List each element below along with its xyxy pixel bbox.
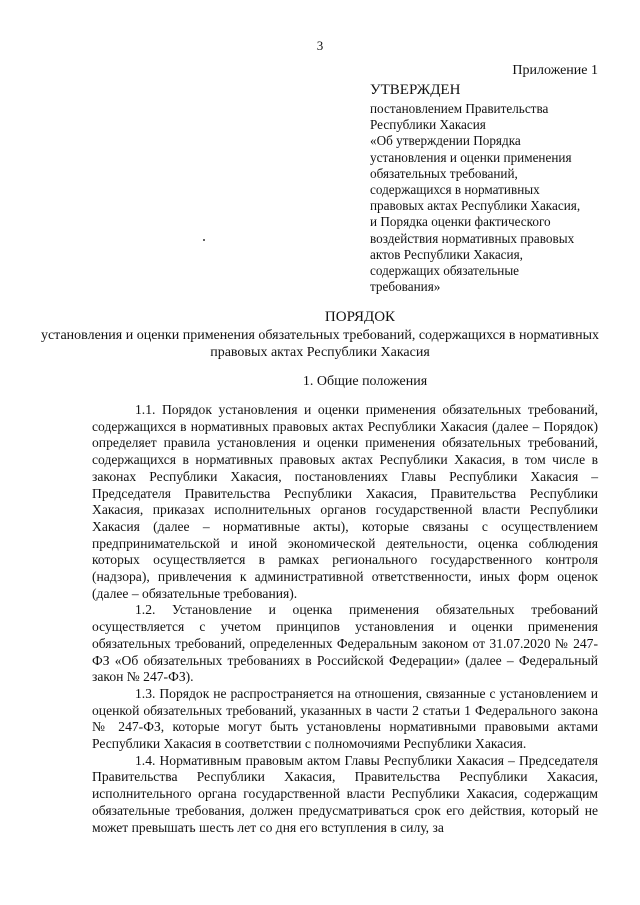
approval-line: обязательных требований, [370,165,518,181]
approval-line: Республики Хакасия [370,117,486,133]
page-number: 3 [316,38,324,53]
document-body [92,402,598,836]
approval-line: содержащихся в нормативных [370,182,540,198]
paragraph-1-3: 1.3. Порядок не распространяется на отношения, связанные с установлением и оценкой обязательных требований, указанных в части 2 статьи 1 Федерального закона № 247-ФЗ, которые могут быть установлены нормативными правовыми актами Республики Хакасия в соответствии с полномочиями Республики Хакасия. [92,685,598,752]
paragraph-1-1: 1.1. Порядок установления и оценки применения обязательных требований, содержащихся в нормативных правовых актах Республики Хакасия (далее – Порядок) определяет правила установления и оценки применения обязательных требований, содержащихся в нормативных правовых актах Республики Хакасия, в том числе в законах Республики Хакасия, постановлениях Главы Республики Хакасия – Председателя Правительства Республики Хакасия, Правительства Республики Хакасия, приказах исполнительных органов государственной власти Республики Хакасия (далее – нормативные акты), которые связаны с осуществлением предпринимательской и иной экономической деятельности, оценка соблюдения которых осуществляется в рамках регионального государственного контроля (надзора), привлечения к административной ответственности, иных форм оценок (далее – обязательные требования). [92,402,598,601]
approval-line: установления и оценки применения [370,149,572,165]
approval-line: правовых актах Республики Хакасия, [370,198,581,214]
scan-speck [203,239,205,241]
approval-line: постановлением Правительства [370,101,549,116]
approval-line: актов Республики Хакасия, [370,246,523,262]
approval-line: воздействия нормативных правовых [370,230,575,246]
document-title: ПОРЯДОК [324,309,396,325]
approval-block [370,81,610,295]
paragraph-1-2: 1.2. Установление и оценка применения обязательных требований осуществляется с учетом принципов установления и оценки применения обязательных требований, определенных Федеральным законом от 31.07.2020 № 247-ФЗ «Об обязательных требованиях в Российской Федерации» (далее – Федеральный закон № 247-ФЗ). [92,602,598,685]
paragraph-1-4: 1.4. Нормативным правовым актом Главы Республики Хакасия – Председателя Правительства Республики Хакасия, Правительства Республики Хакасия, исполнительного органа государственной власти Республики Хакасия, содержащим обязательные требования, должен предусматриваться срок его действия, который не может превышать шесть лет со дня его вступления в силу, за [92,752,598,835]
approval-title: УТВЕРЖДЕН [370,82,461,98]
section-heading: 1. Общие положения [302,374,428,389]
approval-text [370,101,610,295]
appendix-label: Приложение 1 [512,63,598,78]
approval-line: содержащих обязательные [370,263,520,279]
approval-line: требования» [370,279,441,295]
document-subtitle: установления и оценки применения обязательных требований, содержащихся в нормативных правовых актах Республики Хакасия [40,328,600,360]
approval-line: «Об утверждении Порядка [370,133,521,149]
approval-line: и Порядка оценки фактического [370,214,551,230]
